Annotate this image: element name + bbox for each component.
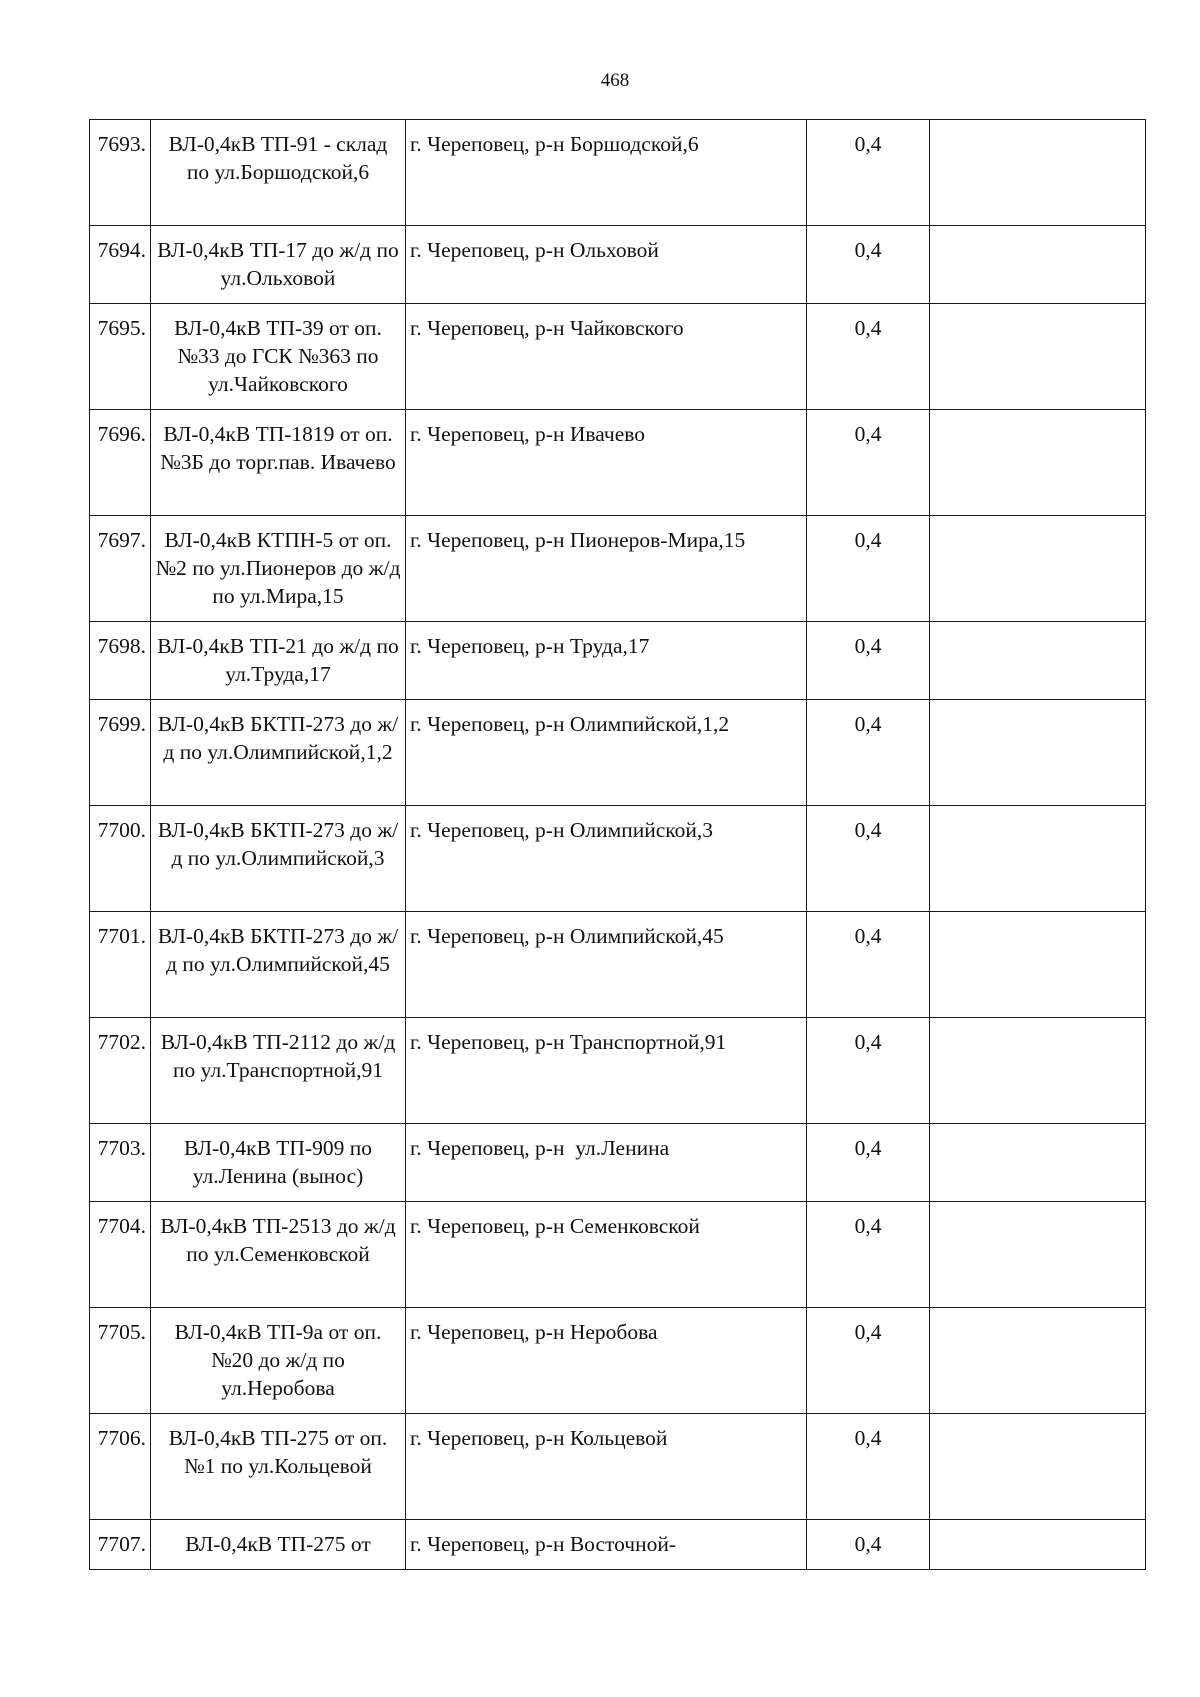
line-note bbox=[930, 1124, 1146, 1202]
line-address: г. Череповец, р-н Боршодской,6 bbox=[406, 120, 807, 226]
line-note bbox=[930, 304, 1146, 410]
line-voltage: 0,4 bbox=[807, 1520, 930, 1570]
table-row bbox=[90, 806, 1146, 912]
line-voltage: 0,4 bbox=[807, 1124, 930, 1202]
line-name: ВЛ-0,4кВ ТП-275 от bbox=[151, 1520, 406, 1570]
line-address: г. Череповец, р-н Транспортной,91 bbox=[406, 1018, 807, 1124]
line-name: ВЛ-0,4кВ ТП-17 до ж/д по ул.Ольховой bbox=[151, 226, 406, 304]
line-note bbox=[930, 806, 1146, 912]
line-name: ВЛ-0,4кВ ТП-1819 от оп.№3Б до торг.пав. Ивачево bbox=[151, 410, 406, 516]
line-voltage: 0,4 bbox=[807, 304, 930, 410]
line-voltage: 0,4 bbox=[807, 1308, 930, 1414]
table-row bbox=[90, 1414, 1146, 1520]
row-number: 7698. bbox=[90, 622, 151, 700]
table-row bbox=[90, 700, 1146, 806]
line-note bbox=[930, 120, 1146, 226]
row-number: 7707. bbox=[90, 1520, 151, 1570]
line-voltage: 0,4 bbox=[807, 806, 930, 912]
row-number: 7706. bbox=[90, 1414, 151, 1520]
line-address: г. Череповец, р-н ул.Ленина bbox=[406, 1124, 807, 1202]
line-name: ВЛ-0,4кВ ТП-9а от оп.№20 до ж/д по ул.Неробова bbox=[151, 1308, 406, 1414]
line-name: ВЛ-0,4кВ ТП-91 - склад по ул.Боршодской,6 bbox=[151, 120, 406, 226]
line-note bbox=[930, 622, 1146, 700]
line-voltage: 0,4 bbox=[807, 516, 930, 622]
line-address: г. Череповец, р-н Неробова bbox=[406, 1308, 807, 1414]
table-row bbox=[90, 1308, 1146, 1414]
registry-table-body bbox=[90, 120, 1146, 1570]
table-row bbox=[90, 1018, 1146, 1124]
row-number: 7699. bbox=[90, 700, 151, 806]
line-name: ВЛ-0,4кВ БКТП-273 до ж/д по ул.Олимпийской,45 bbox=[151, 912, 406, 1018]
line-voltage: 0,4 bbox=[807, 226, 930, 304]
line-address: г. Череповец, р-н Восточной- bbox=[406, 1520, 807, 1570]
line-name: ВЛ-0,4кВ ТП-2112 до ж/д по ул.Транспортной,91 bbox=[151, 1018, 406, 1124]
line-voltage: 0,4 bbox=[807, 700, 930, 806]
table-row bbox=[90, 516, 1146, 622]
line-address: г. Череповец, р-н Пионеров-Мира,15 bbox=[406, 516, 807, 622]
line-note bbox=[930, 410, 1146, 516]
table-row bbox=[90, 410, 1146, 516]
line-address: г. Череповец, р-н Олимпийской,3 bbox=[406, 806, 807, 912]
row-number: 7703. bbox=[90, 1124, 151, 1202]
table-row bbox=[90, 120, 1146, 226]
line-name: ВЛ-0,4кВ ТП-39 от оп.№33 до ГСК №363 по ул.Чайковского bbox=[151, 304, 406, 410]
line-address: г. Череповец, р-н Чайковского bbox=[406, 304, 807, 410]
line-note bbox=[930, 1308, 1146, 1414]
page-number: 468 bbox=[600, 70, 630, 91]
line-voltage: 0,4 bbox=[807, 1414, 930, 1520]
line-name: ВЛ-0,4кВ БКТП-273 до ж/д по ул.Олимпийской,3 bbox=[151, 806, 406, 912]
line-voltage: 0,4 bbox=[807, 1202, 930, 1308]
line-name: ВЛ-0,4кВ БКТП-273 до ж/д по ул.Олимпийской,1,2 bbox=[151, 700, 406, 806]
row-number: 7695. bbox=[90, 304, 151, 410]
line-voltage: 0,4 bbox=[807, 912, 930, 1018]
line-name: ВЛ-0,4кВ ТП-275 от оп.№1 по ул.Кольцевой bbox=[151, 1414, 406, 1520]
line-address: г. Череповец, р-н Кольцевой bbox=[406, 1414, 807, 1520]
table-row bbox=[90, 1202, 1146, 1308]
row-number: 7701. bbox=[90, 912, 151, 1018]
table-row bbox=[90, 1124, 1146, 1202]
line-voltage: 0,4 bbox=[807, 1018, 930, 1124]
line-name: ВЛ-0,4кВ ТП-909 по ул.Ленина (вынос) bbox=[151, 1124, 406, 1202]
line-address: г. Череповец, р-н Труда,17 bbox=[406, 622, 807, 700]
registry-table bbox=[89, 119, 1146, 1570]
line-note bbox=[930, 516, 1146, 622]
line-note bbox=[930, 226, 1146, 304]
row-number: 7697. bbox=[90, 516, 151, 622]
line-note bbox=[930, 1018, 1146, 1124]
table-row bbox=[90, 304, 1146, 410]
row-number: 7702. bbox=[90, 1018, 151, 1124]
line-note bbox=[930, 912, 1146, 1018]
line-address: г. Череповец, р-н Олимпийской,1,2 bbox=[406, 700, 807, 806]
line-note bbox=[930, 700, 1146, 806]
line-note bbox=[930, 1202, 1146, 1308]
line-address: г. Череповец, р-н Семенковской bbox=[406, 1202, 807, 1308]
line-note bbox=[930, 1414, 1146, 1520]
row-number: 7696. bbox=[90, 410, 151, 516]
line-voltage: 0,4 bbox=[807, 120, 930, 226]
table-row bbox=[90, 622, 1146, 700]
row-number: 7693. bbox=[90, 120, 151, 226]
line-address: г. Череповец, р-н Ивачево bbox=[406, 410, 807, 516]
line-voltage: 0,4 bbox=[807, 410, 930, 516]
line-voltage: 0,4 bbox=[807, 622, 930, 700]
row-number: 7705. bbox=[90, 1308, 151, 1414]
row-number: 7694. bbox=[90, 226, 151, 304]
table-row bbox=[90, 226, 1146, 304]
line-name: ВЛ-0,4кВ КТПН-5 от оп.№2 по ул.Пионеров до ж/д по ул.Мира,15 bbox=[151, 516, 406, 622]
line-address: г. Череповец, р-н Олимпийской,45 bbox=[406, 912, 807, 1018]
table-row bbox=[90, 1520, 1146, 1570]
line-address: г. Череповец, р-н Ольховой bbox=[406, 226, 807, 304]
table-row bbox=[90, 912, 1146, 1018]
row-number: 7704. bbox=[90, 1202, 151, 1308]
row-number: 7700. bbox=[90, 806, 151, 912]
line-name: ВЛ-0,4кВ ТП-2513 до ж/д по ул.Семенковской bbox=[151, 1202, 406, 1308]
line-name: ВЛ-0,4кВ ТП-21 до ж/д по ул.Труда,17 bbox=[151, 622, 406, 700]
line-note bbox=[930, 1520, 1146, 1570]
